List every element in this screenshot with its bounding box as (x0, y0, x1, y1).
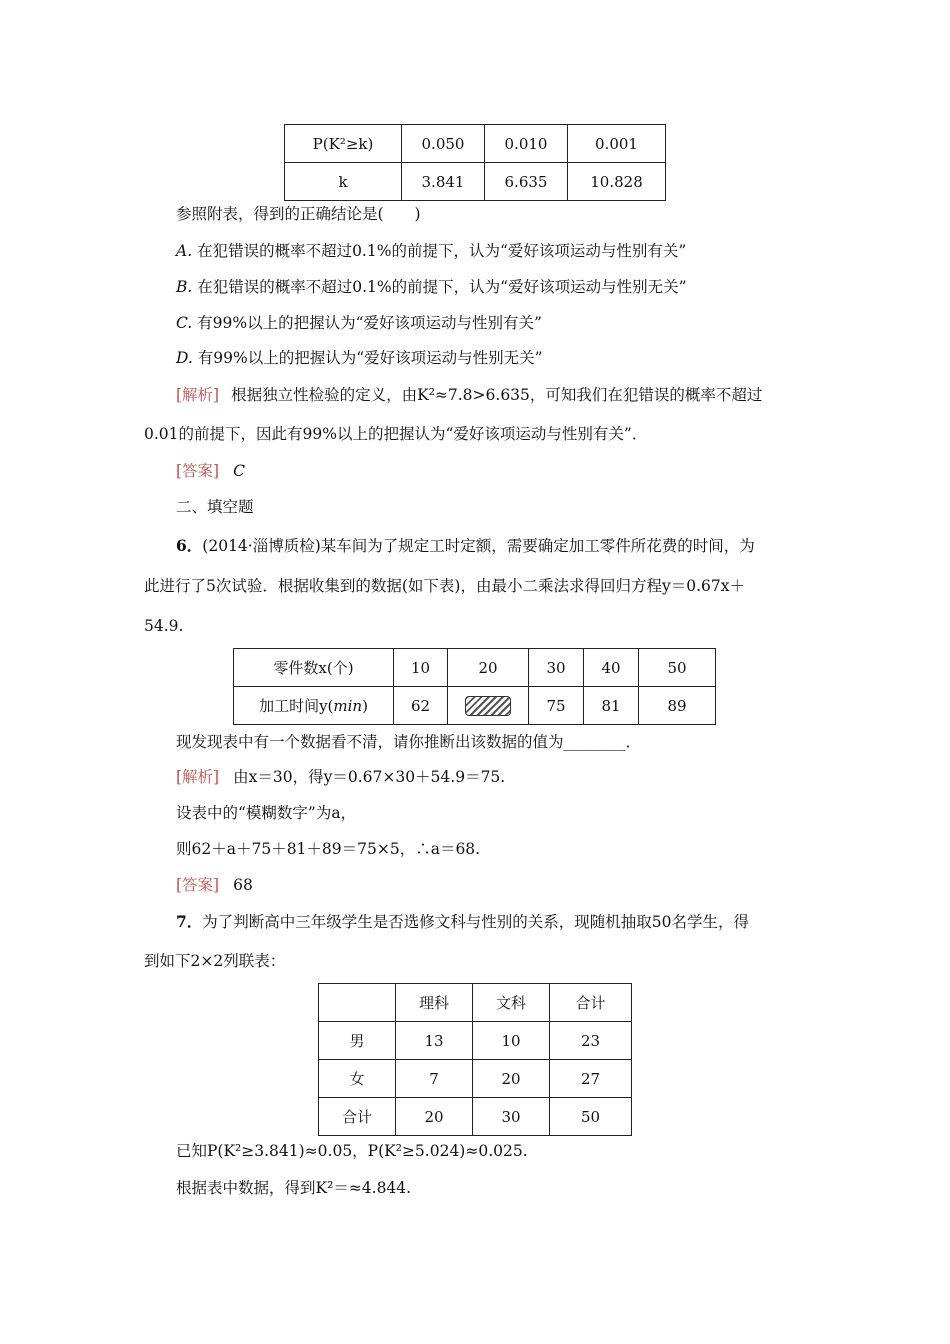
option-letter: B. (176, 278, 193, 296)
q6-line3: 54.9. (144, 617, 184, 635)
table-cell: 理科 (396, 984, 473, 1022)
q5-analysis-cont: 0.01的前提下，因此有99%以上的把握认为“爱好该项运动与性别有关”． (144, 425, 648, 443)
blurred-value (465, 696, 511, 716)
table-cell: 6.635 (485, 163, 568, 201)
table-cell: 女 (319, 1060, 396, 1098)
table-cell: 10.828 (568, 163, 666, 201)
table-cell: 文科 (473, 984, 550, 1022)
option-text: 在犯错误的概率不超过0.1%的前提下，认为“爱好该项运动与性别有关” (197, 242, 687, 260)
question-text: 为了判断高中三年级学生是否选修文科与性别的关系，现随机抽取50名学生，得 (202, 913, 750, 931)
table-cell: k (285, 163, 402, 201)
table-cell: 13 (396, 1022, 473, 1060)
q6-line2: 此进行了5次试验．根据收集到的数据(如下表)，由最小二乘法求得回归方程y＝0.67x＋ (144, 577, 745, 595)
q6-answer (176, 874, 253, 896)
table-cell: 23 (550, 1022, 632, 1060)
contingency-table (318, 983, 632, 1136)
q6-analysis2: 设表中的“模糊数字”为a， (176, 804, 357, 822)
table-cell: 30 (473, 1098, 550, 1136)
table-cell (319, 984, 396, 1022)
label-unit: min (333, 697, 363, 715)
option-letter: A. (176, 242, 193, 260)
label-prefix: 加工时间y( (259, 697, 334, 715)
table-cell: 0.050 (402, 125, 485, 163)
table-cell: 75 (529, 687, 584, 725)
answer-value: 68 (233, 876, 253, 894)
analysis-text: 由x＝30，得y＝0.67×30＋54.9＝75. (233, 768, 506, 786)
answer-tag: [答案] (176, 876, 220, 894)
table-cell: 10 (394, 649, 448, 687)
table-cell: 81 (584, 687, 639, 725)
question-number: 6． (176, 536, 203, 555)
q7-result: 根据表中数据，得到K²＝≈4.844. (176, 1179, 412, 1197)
analysis-text: 根据独立性检验的定义，由K²≈7.8>6.635，可知我们在犯错误的概率不超过 (231, 386, 763, 404)
option-a (176, 240, 686, 262)
q7-line2: 到如下2×2列联表： (144, 952, 286, 970)
option-letter: C. (176, 314, 193, 332)
table-cell: 合计 (550, 984, 632, 1022)
table-cell: 27 (550, 1060, 632, 1098)
q6-analysis (176, 766, 505, 788)
option-b (176, 276, 687, 298)
probability-table (284, 124, 666, 201)
q5-prompt: 参照附表，得到的正确结论是( ) (176, 205, 421, 223)
label-suffix: ) (362, 697, 368, 715)
question-text: (2014·淄博质检)某车间为了规定工时定额，需要确定加工零件所花费的时间，为 (202, 537, 755, 555)
analysis-tag: [解析] (176, 386, 220, 404)
q6-blank: 现发现表中有一个数据看不清，请你推断出该数据的值为________． (176, 733, 642, 751)
table-cell: 男 (319, 1022, 396, 1060)
table-cell: 0.001 (568, 125, 666, 163)
q5-analysis (176, 384, 762, 406)
section-title: 二、填空题 (176, 498, 254, 516)
table-cell: 62 (394, 687, 448, 725)
option-d (176, 347, 543, 369)
option-text: 有99%以上的把握认为“爱好该项运动与性别无关” (197, 349, 543, 367)
table-cell: 40 (584, 649, 639, 687)
analysis-tag: [解析] (176, 768, 220, 786)
q7-line1 (176, 911, 749, 933)
table-cell: 7 (396, 1060, 473, 1098)
table-cell: 0.010 (485, 125, 568, 163)
table-cell: 89 (639, 687, 716, 725)
answer-value: C (233, 462, 245, 480)
table-cell: 30 (529, 649, 584, 687)
question-number: 7． (176, 912, 203, 931)
table-cell: 50 (550, 1098, 632, 1136)
option-c (176, 312, 542, 334)
table-cell: 10 (473, 1022, 550, 1060)
table-cell: 20 (473, 1060, 550, 1098)
option-text: 在犯错误的概率不超过0.1%的前提下，认为“爱好该项运动与性别无关” (197, 278, 687, 296)
option-letter: D. (176, 349, 193, 367)
q6-line1 (176, 535, 755, 557)
answer-tag: [答案] (176, 462, 220, 480)
q6-analysis3: 则62＋a＋75＋81＋89＝75×5，∴a＝68. (176, 840, 481, 858)
table-cell: P(K²≥k) (285, 125, 402, 163)
table-cell: 50 (639, 649, 716, 687)
table-cell: 零件数x(个) (234, 649, 394, 687)
table-cell: 合计 (319, 1098, 396, 1136)
table-cell: 20 (396, 1098, 473, 1136)
q5-answer (176, 460, 245, 482)
table-cell (448, 687, 529, 725)
parts-time-table (233, 648, 716, 725)
table-cell (234, 687, 394, 725)
table-cell: 3.841 (402, 163, 485, 201)
option-text: 有99%以上的把握认为“爱好该项运动与性别有关” (197, 314, 542, 332)
table-cell: 20 (448, 649, 529, 687)
q7-known: 已知P(K²≥3.841)≈0.05，P(K²≥5.024)≈0.025. (176, 1142, 528, 1160)
